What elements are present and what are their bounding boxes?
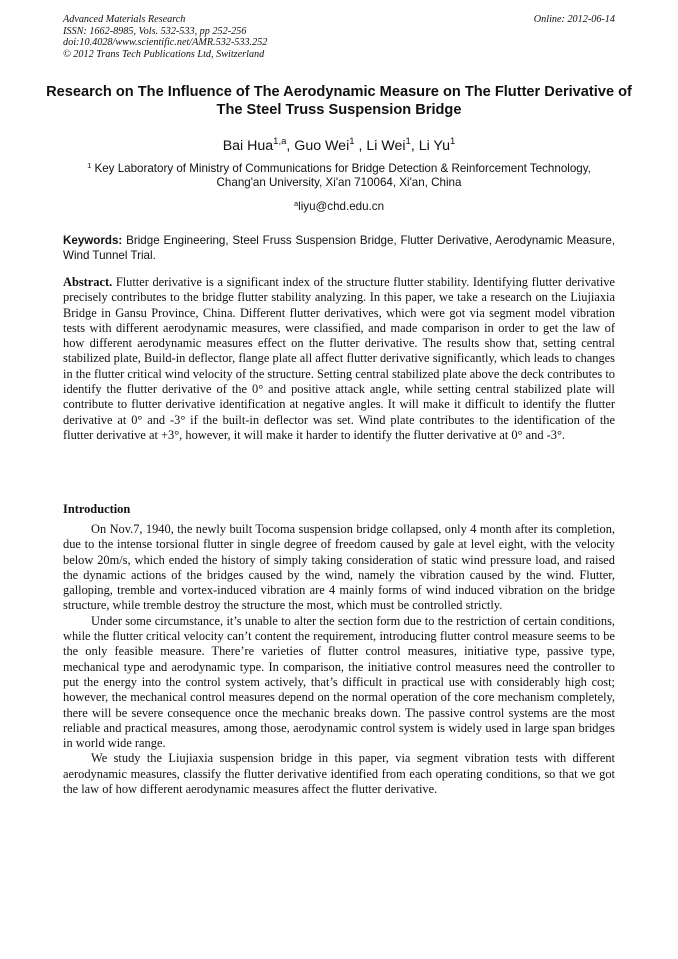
author-separator: , xyxy=(410,138,419,154)
author-name: Bai Hua xyxy=(222,138,274,154)
copyright-line: © 2012 Trans Tech Publications Ltd, Switzerland xyxy=(63,48,265,60)
journal-name: Advanced Materials Research xyxy=(63,14,186,25)
corresponding-email xyxy=(63,200,615,214)
author-separator: , xyxy=(286,138,295,154)
author-affiliation-mark: 1 xyxy=(450,136,456,147)
author-list xyxy=(40,137,638,155)
keywords-text: Bridge Engineering, Steel Fruss Suspension Bridge, Flutter Derivative, Aerodynamic Measure, Wind Tunnel Trial. xyxy=(63,234,615,263)
author-separator: , xyxy=(354,138,367,154)
abstract-text: Flutter derivative is a significant index of the structure flutter stability. Identifying flutter derivative precisely contributes to the bridge flutter stability analyzing. In this paper, we take a research on the Liujiaxia Bridge in Gansu Province, China. Different flutter derivatives, which were got via segment model vibration tests with different aerodynamic measures, were classified, and made comparison in order to get the law of how different aerodynamic measures effect on the flutter derivative. The results show that, setting central stabilized plate, Build-in deflector, flange plate all affect flutter derivative significantly, which leads to changes in the flutter critical wind velocity of the structure. Setting central stabilized plate above the deck contributes to identify the flutter derivative of the 0° and positive attack angle, while setting central stabilized plate will contribute to flutter derivative identification at negative angles. It will make it difficult to identify the flutter derivative at 0° and -3° if the built-in deflector was set. Wind plate contributes to the identification of the flutter derivative at +3°, however, it will make it harder to identify the flutter derivative at 0° and -3°. xyxy=(63,275,615,442)
introduction-heading: Introduction xyxy=(63,502,131,516)
abstract-section xyxy=(63,275,615,443)
author-name: Guo Wei xyxy=(294,138,350,154)
keywords-label: Keywords: xyxy=(63,234,123,247)
email-mark: a xyxy=(293,199,299,208)
introduction-paragraph: On Nov.7, 1940, the newly built Tocoma suspension bridge collapsed, only 4 month after its completion, due to the intense torsional flutter in single degree of freedom caused by gale at level eight, with the velocity below 20m/s, which ended the history of simply taking consideration of static wind pressure load, and raised the dynamic actions of the bridges caused by the wind, namely the vibration caused by the wind. Flutter, galloping, tremble and vortex-induced vibration are 4 mainly forms of wind induced vibration on the bridge structure, while tremble destroy the structure the most, which must be controlled strictly. xyxy=(63,522,615,613)
author-affiliation-mark: 1 xyxy=(349,136,355,147)
abstract-label: Abstract. xyxy=(63,275,113,289)
journal-header xyxy=(63,14,615,60)
keywords-section xyxy=(63,233,615,264)
journal-info xyxy=(63,14,615,60)
author-affiliation-mark: 1,a xyxy=(273,136,287,147)
email-address[interactable]: liyu@chd.edu.cn xyxy=(298,200,385,213)
author-name: Li Yu xyxy=(418,138,451,154)
doi-line: doi:10.4028/www.scientific.net/AMR.532-533.252 xyxy=(63,37,268,48)
issn-line: ISSN: 1662-8985, Vols. 532-533, pp 252-256 xyxy=(63,25,247,37)
introduction-section xyxy=(63,522,615,797)
affiliation-text: Key Laboratory of Ministry of Communications for Bridge Detection & Reinforcement Technology, Chang'an University, Xi'an 710064, Xi'an, China xyxy=(94,162,591,190)
affiliation xyxy=(63,162,615,191)
online-date: Online: 2012-06-14 xyxy=(533,14,615,25)
author-affiliation-mark: 1 xyxy=(405,136,411,147)
paper-title: Research on The Influence of The Aerodynamic Measure on The Flutter Derivative of The Steel Truss Suspension Bridge xyxy=(46,84,632,118)
introduction-paragraph: We study the Liujiaxia suspension bridge in this paper, via segment vibration tests with different aerodynamic measures, classify the flutter derivative identified from each operating conditions, so that we got the law of how different aerodynamic measures affect the flutter derivative. xyxy=(63,751,615,797)
author-name: Li Wei xyxy=(366,138,406,154)
introduction-paragraph: Under some circumstance, it’s unable to alter the section form due to the restriction of certain conditions, while the flutter critical velocity can’t content the requirement, introducing flutter control measure seems to be the only feasible measure. There’re varieties of flutter control measures, initiative type, passive type, mechanical type and aerodynamic type. In comparison, the initiative control measures need the controller to put the energy into the control system actively, that’s difficult in practical use with considerably high cost; however, the mechanical control measures depend on the normal operation of the core mechanism completely, there will be severe consequence once the mechanic breaks down. The passive control systems are the most reliable and practical measures, among those, aerodynamic control system is widely used in large span bridges in world wide range. xyxy=(63,613,615,751)
affiliation-mark: 1 xyxy=(87,161,92,170)
